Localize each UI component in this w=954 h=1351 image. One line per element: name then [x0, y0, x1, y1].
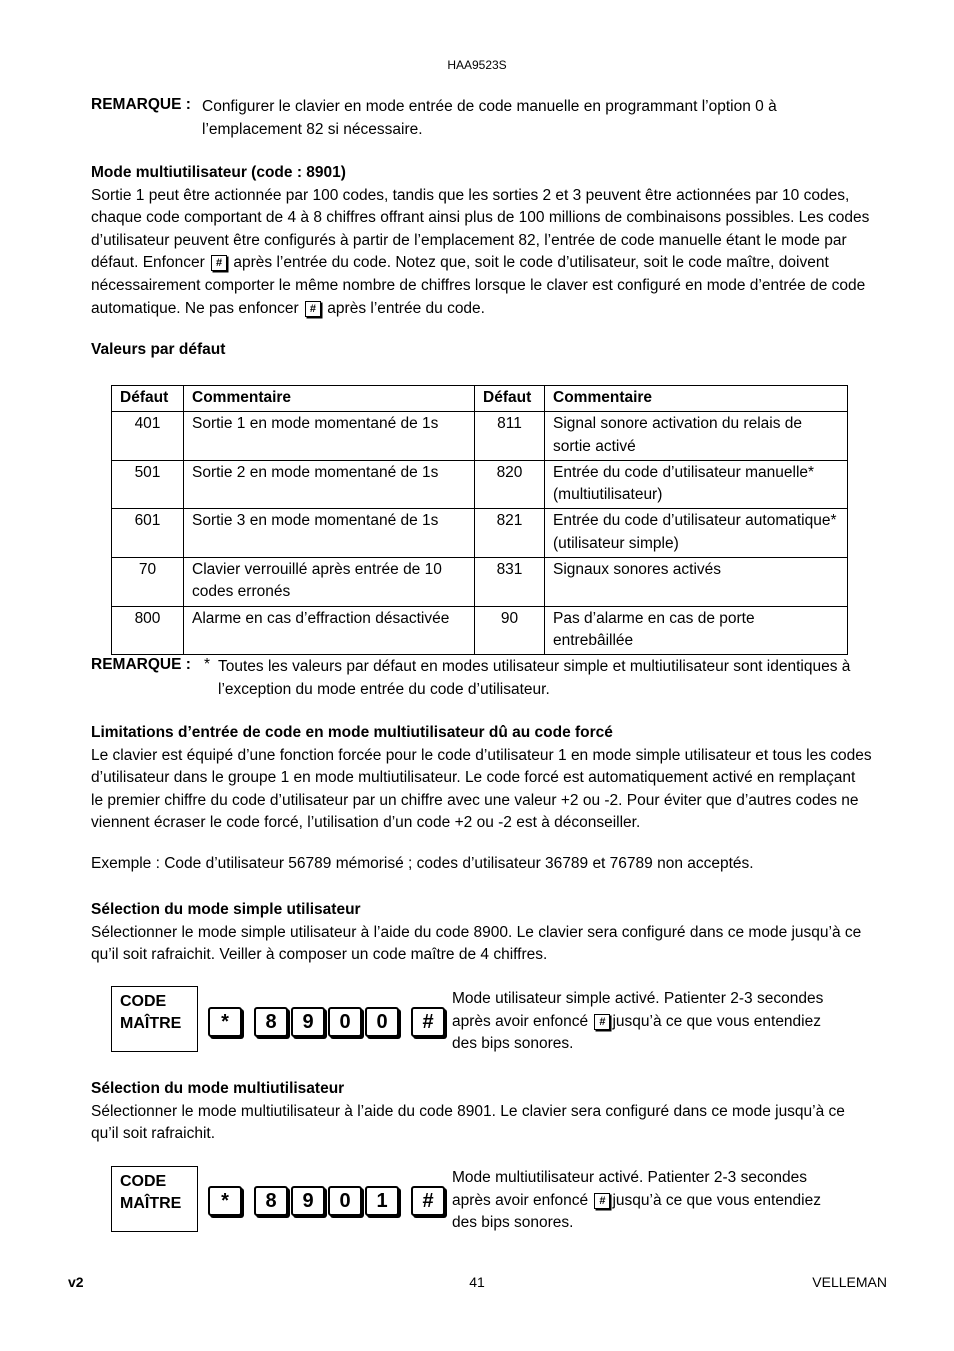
table-row: [112, 606, 848, 655]
text-fragment: jusqu’à ce que vous entendiez: [612, 1012, 821, 1030]
table-cell: 90: [475, 606, 545, 655]
column-header: Défaut: [112, 386, 184, 412]
simple-mode-note: [452, 988, 823, 1056]
footer-page-number: 41: [469, 1274, 485, 1290]
key-sequence: [208, 1007, 448, 1037]
paragraph-line: nécessairement comporter le même nombre de chiffres lorsque le claver est configuré en mode d’entrée de code: [91, 276, 866, 294]
remark-label: REMARQUE :: [91, 96, 191, 113]
text-fragment: après avoir enfoncé: [452, 1012, 589, 1030]
table-cell: 800: [112, 606, 184, 655]
remark-line: Configurer le clavier en mode entrée de code manuelle en programmant l’option 0 à: [202, 98, 777, 115]
remark-label: REMARQUE :: [91, 656, 191, 673]
paragraph-line: [91, 298, 891, 321]
table-row: [112, 558, 848, 607]
master-code-label-box: [111, 986, 198, 1052]
note-line: des bips sonores.: [452, 1035, 574, 1053]
table-cell: 811: [475, 412, 545, 461]
remark-text: [202, 96, 777, 141]
paragraph-line: qu’il soit rafraichit. Veiller à composer un code maître de 4 chiffres.: [91, 946, 548, 964]
paragraph-line: viennent écraser le code forcé, l’utilisation d’un code +2 ou -2 est à déconseiller.: [91, 814, 641, 832]
document-header: HAA9523S: [447, 58, 507, 72]
paragraph-line: Sélectionner le mode simple utilisateur à l’aide du code 8900. Le clavier sera configuré dans ce mode jusqu’à ce: [91, 923, 862, 941]
section-heading: Limitations d’entrée de code en mode multiutilisateur dû au code forcé: [91, 724, 613, 741]
paragraph-line: Sortie 1 peut être actionnée par 100 codes, tandis que les sorties 2 et 3 peuvent être actionnées par 10 codes,: [91, 186, 850, 204]
text-fragment: après l’entrée du code. Notez que, soit le code d’utilisateur, soit le code maître, doivent: [233, 254, 829, 272]
table-cell: 501: [112, 460, 184, 509]
table-cell: 820: [475, 460, 545, 509]
text-fragment: après l’entrée du code.: [327, 299, 485, 317]
paragraph-line: d’utilisateur dans le groupe 1 en mode multiutilisateur. Le code forcé est automatiquement activé en remplaçant: [91, 769, 856, 787]
multi-selection-section: [91, 1078, 891, 1146]
defaults-table: [111, 385, 848, 655]
section-heading: Sélection du mode multiutilisateur: [91, 1080, 345, 1097]
text-fragment: défaut. Enfoncer: [91, 254, 205, 272]
digit-key-icon: 0: [365, 1007, 399, 1037]
master-code-label-box: [111, 1166, 198, 1232]
table-cell: Pas d’alarme en cas de porte entrebâillée: [545, 606, 848, 655]
table-cell: Entrée du code d’utilisateur automatique* (utilisateur simple): [545, 509, 848, 558]
paragraph-line: Sélectionner le mode multiutilisateur à l’aide du code 8901. Le clavier sera configuré dans ce mode jusqu’à ce: [91, 1102, 845, 1120]
column-header: Défaut: [475, 386, 545, 412]
note-line: des bips sonores.: [452, 1214, 574, 1232]
code-label: CODE: [120, 1173, 167, 1190]
note-line: Mode utilisateur simple activé. Patienter 2-3 secondes: [452, 990, 824, 1007]
table-cell: Alarme en cas d’effraction désactivée: [184, 606, 475, 655]
table-cell: Signaux sonores activés: [545, 558, 848, 607]
table-cell: Sortie 2 en mode momentané de 1s: [184, 460, 475, 509]
digit-key-icon: 0: [328, 1186, 362, 1216]
table-cell: Sortie 3 en mode momentané de 1s: [184, 509, 475, 558]
section-heading: Sélection du mode simple utilisateur: [91, 901, 361, 918]
hash-key-icon: #: [305, 301, 321, 317]
digit-key-icon: 8: [254, 1007, 288, 1037]
remark-line: Toutes les valeurs par défaut en modes utilisateur simple et multiutilisateur sont identiques à: [218, 658, 851, 675]
text-fragment: jusqu’à ce que vous entendiez: [612, 1191, 821, 1209]
code-label: CODE: [120, 993, 167, 1010]
paragraph-line: [91, 252, 891, 275]
table-header-row: [112, 386, 848, 412]
code-label: MAÎTRE: [120, 1195, 182, 1212]
hash-key-icon: #: [411, 1007, 445, 1037]
note-line: [452, 1190, 821, 1213]
section-heading: Mode multiutilisateur (code : 8901): [91, 164, 346, 181]
footer-version: v2: [68, 1274, 84, 1290]
paragraph-line: le premier chiffre du code d’utilisateur par un chiffre avec une valeur +2 ou -2. Pour éviter que d’autres codes ne: [91, 791, 859, 809]
limits-section: [91, 722, 891, 835]
table-cell: Clavier verrouillé après entrée de 10 codes erronés: [184, 558, 475, 607]
digit-key-icon: 9: [291, 1007, 325, 1037]
paragraph-line: Le clavier est équipé d’une fonction forcée pour le code d’utilisateur 1 en mode simple utilisateur et tous les codes: [91, 746, 872, 764]
table-cell: Sortie 1 en mode momentané de 1s: [184, 412, 475, 461]
simple-selection-section: [91, 899, 891, 967]
text-fragment: automatique. Ne pas enfoncer: [91, 299, 299, 317]
digit-key-icon: 8: [254, 1186, 288, 1216]
column-header: Commentaire: [545, 386, 848, 412]
digit-key-icon: 9: [291, 1186, 325, 1216]
key-sequence: [208, 1186, 448, 1216]
table-cell: 821: [475, 509, 545, 558]
table-cell: 601: [112, 509, 184, 558]
remark-star: *: [204, 656, 211, 673]
star-key-icon: *: [208, 1007, 242, 1037]
table-cell: 70: [112, 558, 184, 607]
digit-key-icon: 1: [365, 1186, 399, 1216]
section-heading: Valeurs par défaut: [91, 341, 226, 358]
paragraph-line: chaque code comportant de 4 à 8 chiffres offrant ainsi plus de 100 millions de combinaisons possibles. Les codes: [91, 209, 870, 227]
hash-key-icon: #: [411, 1186, 445, 1216]
table-cell: Signal sonore activation du relais de sortie activé: [545, 412, 848, 461]
multi-mode-section: [91, 162, 891, 320]
digit-key-icon: 0: [328, 1007, 362, 1037]
hash-key-icon: #: [594, 1014, 610, 1030]
star-key-icon: *: [208, 1186, 242, 1216]
table-row: [112, 412, 848, 461]
hash-key-icon: #: [594, 1193, 610, 1209]
footer-brand: VELLEMAN: [812, 1274, 887, 1290]
remark-line: l’emplacement 82 si nécessaire.: [202, 120, 423, 138]
remark-text: [218, 656, 850, 701]
code-label: MAÎTRE: [120, 1015, 182, 1032]
table-cell: 401: [112, 412, 184, 461]
example-line: Exemple : Code d’utilisateur 56789 mémorisé ; codes d’utilisateur 36789 et 76789 non acceptés.: [91, 855, 754, 872]
paragraph-line: d’utilisateur peuvent être configurés à partir de l’emplacement 82, l’entrée de code manuelle étant le mode par: [91, 231, 847, 249]
remark-line: l’exception du mode entrée du code d’utilisateur.: [218, 680, 550, 698]
table-row: [112, 509, 848, 558]
note-line: [452, 1011, 823, 1034]
paragraph-line: qu’il soit rafraichit.: [91, 1125, 216, 1143]
hash-key-icon: #: [211, 255, 227, 271]
multi-mode-note: [452, 1167, 821, 1235]
table-row: [112, 460, 848, 509]
column-header: Commentaire: [184, 386, 475, 412]
text-fragment: après avoir enfoncé: [452, 1191, 589, 1209]
table-cell: Entrée du code d’utilisateur manuelle* (multiutilisateur): [545, 460, 848, 509]
table-cell: 831: [475, 558, 545, 607]
note-line: Mode multiutilisateur activé. Patienter 2-3 secondes: [452, 1169, 807, 1186]
